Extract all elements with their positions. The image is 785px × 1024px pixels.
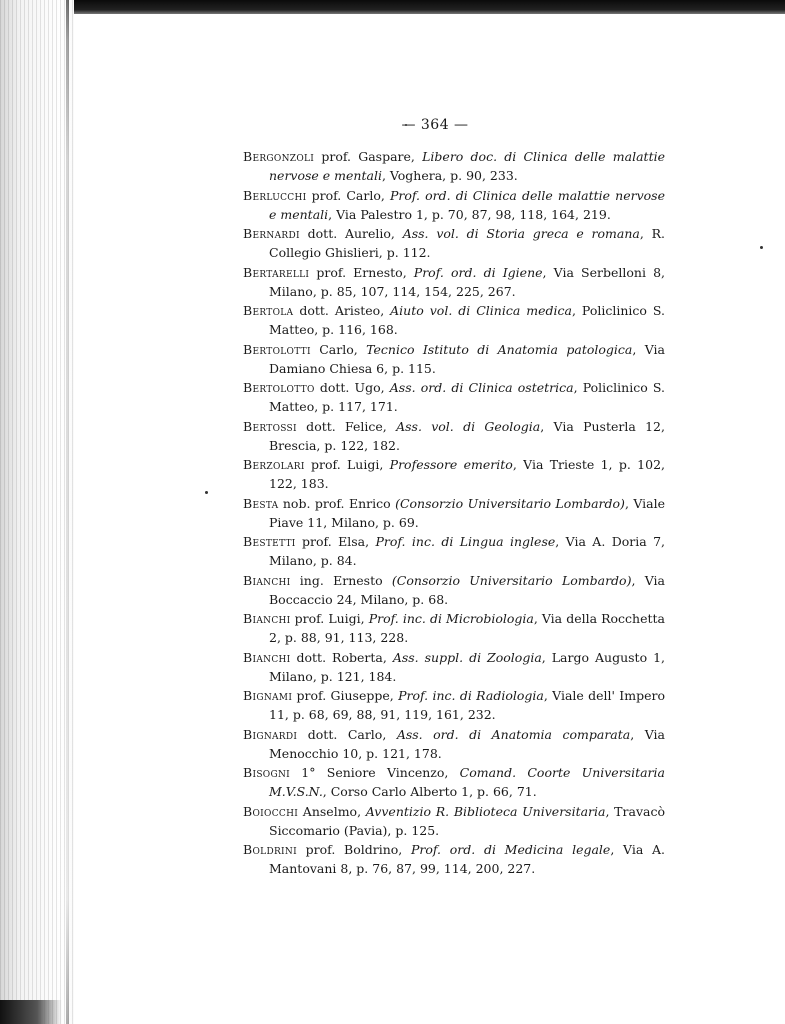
entry-role: Libero doc. di Clinica delle malattie nervose e mentali: [269, 149, 665, 183]
entry-title-text: prof. Giuseppe,: [292, 688, 399, 703]
entry-address-pages: , Via Menocchio 10, p. 121, 178.: [269, 726, 665, 761]
index-entry: [243, 301, 665, 339]
entry-name: Bertolotto: [243, 380, 315, 395]
index-entry: [243, 494, 665, 532]
entry-name: Besta: [243, 495, 279, 511]
entry-title-text: dott. Aristeo,: [293, 303, 391, 318]
entry-role: Ass. ord. di Clinica ostetrica: [389, 380, 574, 395]
entry-name: Bestetti: [243, 534, 296, 549]
entry-name: Bertossi: [243, 418, 297, 434]
entry-title-text: Anselmo,: [298, 803, 366, 819]
index-entry: [243, 147, 665, 185]
index-entry: [243, 686, 665, 724]
page-number: — 364 —: [401, 117, 469, 133]
entry-title-text: dott. Felice,: [296, 418, 397, 434]
entry-title-text: dott. Ugo,: [314, 380, 390, 395]
entry-role: (Consorzio Universitario Lombardo): [391, 572, 632, 588]
entry-name: Bignami: [243, 688, 293, 703]
entry-role: Prof. ord. di Medicina legale: [410, 842, 611, 857]
scan-speck: [760, 246, 763, 249]
entry-role: Prof. inc. di Lingua inglese: [375, 534, 556, 549]
scan-bottom-corner: [0, 1000, 62, 1024]
entry-name: Bergonzoli: [243, 149, 315, 164]
index-entry: [243, 417, 665, 455]
index-entry: [243, 340, 665, 378]
entry-address-pages: , Voghera, p. 90, 233.: [381, 168, 518, 183]
entry-name: Berlucchi: [243, 187, 307, 203]
entry-title-text: 1° Seniore Vincenzo,: [290, 765, 460, 780]
entry-name: Berzolari: [243, 457, 305, 472]
entry-title-text: prof. Carlo,: [306, 187, 390, 203]
entry-address-pages: , Policlinico S. Matteo, p. 117, 171.: [269, 380, 665, 414]
index-entry: [243, 609, 665, 647]
entry-address-pages: , Corso Carlo Alberto 1, p. 66, 71.: [322, 784, 537, 799]
index-entry: [243, 725, 665, 763]
entry-title-text: prof. Boldrino,: [296, 842, 411, 857]
index-entry: [243, 802, 665, 840]
entry-title-text: prof. Luigi,: [290, 611, 369, 626]
entry-title-text: prof. Ernesto,: [309, 264, 414, 280]
entry-name: Bertolotti: [243, 341, 311, 357]
entry-role: Ass. vol. di Geologia: [396, 418, 541, 434]
entry-address-pages: , Largo Augusto 1, Milano, p. 121, 184.: [269, 649, 666, 684]
index-entry: [243, 571, 665, 609]
entry-name: Boiocchi: [243, 803, 299, 819]
scan-top-edge: [0, 0, 785, 14]
index-entry: [243, 224, 665, 262]
entry-name: Bianchi: [243, 649, 291, 665]
entry-name: Boldrini: [243, 842, 297, 857]
entry-role: Tecnico Istituto di Anatomia patologica: [366, 341, 633, 357]
entry-address-pages: , Via Trieste 1, p. 102, 122, 183.: [269, 457, 665, 491]
entry-address-pages: , Via A. Mantovani 8, p. 76, 87, 99, 114, 200, 227.: [269, 842, 665, 876]
index-entry: [243, 378, 665, 416]
entry-title-text: prof. Luigi,: [304, 457, 390, 472]
entry-role: Professore emerito: [389, 457, 513, 472]
entry-address-pages: , Via Pusterla 12, Brescia, p. 122, 182.: [269, 418, 665, 453]
index-entry: [243, 263, 665, 301]
entry-title-text: Carlo,: [310, 341, 367, 357]
index-entry: [243, 648, 665, 686]
entry-role: Prof. ord. di Igiene: [413, 264, 543, 280]
entry-role: Prof. ord. di Clinica delle malattie nervose e mentali: [269, 187, 665, 222]
entry-address-pages: , Policlinico S. Matteo, p. 116, 168.: [269, 303, 665, 337]
entry-role: (Consorzio Universitario Lombardo): [395, 495, 625, 511]
entry-title-text: dott. Aurelio,: [299, 226, 403, 241]
entry-address-pages: , R. Collegio Ghislieri, p. 112.: [269, 226, 665, 260]
scan-binding-shadow: [66, 0, 69, 1024]
index-entry: [243, 840, 665, 878]
entry-role: Prof. inc. di Microbiologia: [368, 611, 534, 626]
entry-role: Aiuto vol. di Clinica medica: [390, 303, 572, 318]
entry-title-text: dott. Roberta,: [290, 649, 393, 665]
entry-name: Bianchi: [243, 572, 291, 588]
entry-name: Bignardi: [243, 726, 298, 742]
index-entry: [243, 532, 665, 570]
index-entry: [243, 763, 665, 801]
index-entry: [243, 455, 665, 493]
entry-address-pages: , Via Palestro 1, p. 70, 87, 98, 118, 164, 219.: [328, 206, 611, 222]
entry-address-pages: , Via Serbelloni 8, Milano, p. 85, 107, 114, 154, 225, 267.: [269, 264, 665, 299]
entry-role: Comand. Coorte Universitaria M.V.S.N.: [269, 765, 665, 799]
entry-title-text: nob. prof. Enrico: [278, 495, 396, 511]
entry-name: Bisogni: [243, 765, 291, 780]
scan-binding-edge: [0, 0, 74, 1024]
entry-title-text: prof. Elsa,: [295, 534, 376, 549]
entry-address-pages: , Via Boccaccio 24, Milano, p. 68.: [269, 572, 665, 607]
entry-address-pages: , Via Damiano Chiesa 6, p. 115.: [269, 341, 666, 376]
entry-title-text: ing. Ernesto: [290, 572, 392, 588]
entry-address-pages: , Viale Piave 11, Milano, p. 69.: [269, 495, 666, 530]
entry-title-text: prof. Gaspare,: [314, 149, 423, 164]
entry-address-pages: , Viale dell' Impero 11, p. 68, 69, 88, 91, 119, 161, 232.: [269, 688, 665, 722]
entry-name: Bertola: [243, 303, 294, 318]
entry-name: Bernardi: [243, 226, 300, 241]
entry-role: Avventizio R. Biblioteca Universitaria: [365, 803, 606, 819]
entry-role: Ass. vol. di Storia greca e romana: [402, 226, 640, 241]
entry-name: Bertarelli: [243, 264, 310, 280]
entry-role: Ass. ord. di Anatomia comparata: [396, 726, 631, 742]
entry-role: Ass. suppl. di Zoologia: [392, 649, 542, 665]
entry-address-pages: , Via della Rocchetta 2, p. 88, 91, 113, 228.: [269, 611, 666, 645]
scan-speck: [205, 491, 208, 494]
entry-role: Prof. inc. di Radiologia: [398, 688, 544, 703]
entry-address-pages: , Travacò Siccomario (Pavia), p. 125.: [269, 803, 665, 838]
index-entries: [243, 147, 665, 879]
entry-title-text: dott. Carlo,: [297, 726, 397, 742]
entry-name: Bianchi: [243, 611, 291, 626]
entry-address-pages: , Via A. Doria 7, Milano, p. 84.: [269, 534, 666, 568]
index-entry: [243, 186, 665, 224]
